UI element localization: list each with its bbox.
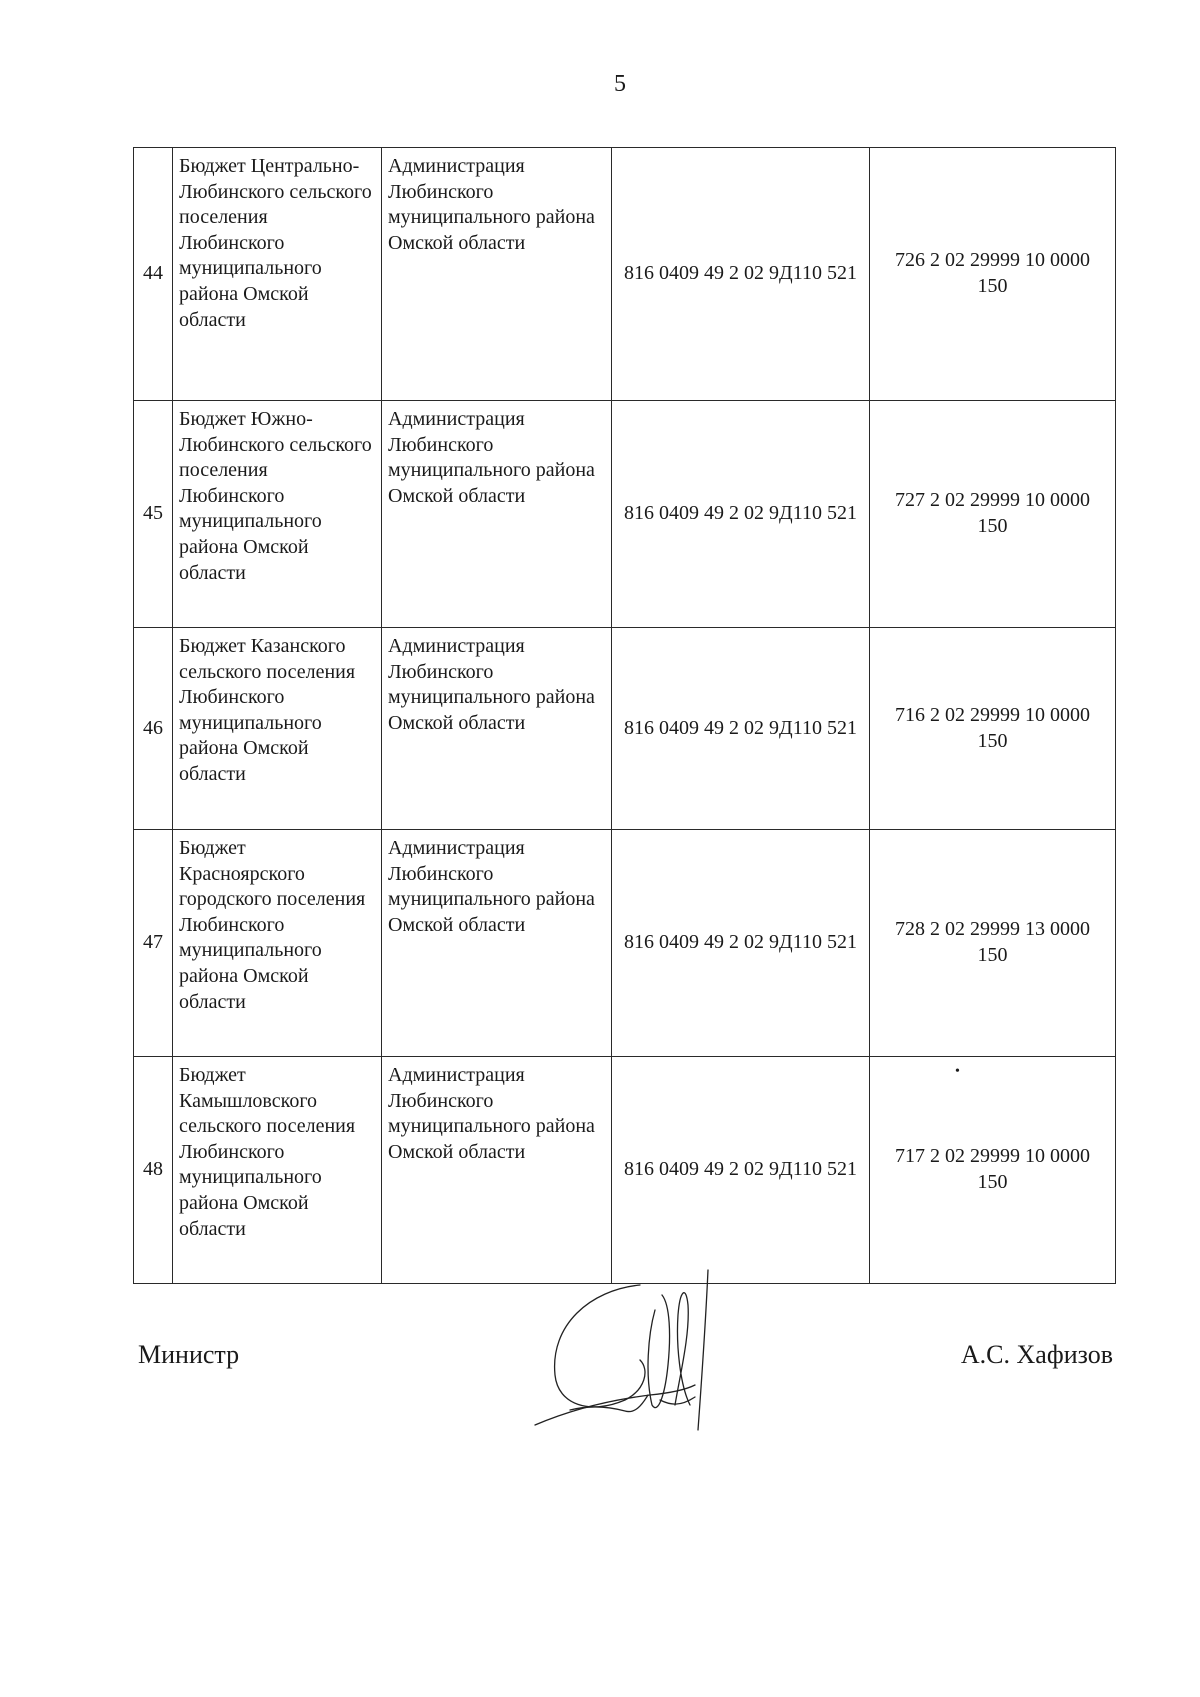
- expense-code: 816 0409 49 2 02 9Д110 521: [612, 830, 870, 1057]
- administrator-name: Администрация Любинского муниципального района Омской области: [382, 1057, 612, 1284]
- row-number: 44: [134, 148, 173, 401]
- table-row: [134, 401, 1116, 628]
- budget-name: Бюджет Красноярского городского поселения Любинского муниципального района Омской области: [173, 830, 382, 1057]
- page-number: 5: [614, 71, 626, 97]
- table-row: [134, 628, 1116, 830]
- budget-name: Бюджет Казанского сельского поселения Любинского муниципального района Омской области: [173, 628, 382, 830]
- income-code: 726 2 02 29999 10 0000 150: [870, 148, 1116, 401]
- table-row: [134, 1057, 1116, 1284]
- row-number: 45: [134, 401, 173, 628]
- expense-code: 816 0409 49 2 02 9Д110 521: [612, 628, 870, 830]
- budget-name: Бюджет Южно-Любинского сельского поселения Любинского муниципального района Омской области: [173, 401, 382, 628]
- budget-name: Бюджет Центрально-Любинского сельского поселения Любинского муниципального района Омской области: [173, 148, 382, 401]
- administrator-name: Администрация Любинского муниципального района Омской области: [382, 148, 612, 401]
- income-code: 716 2 02 29999 10 0000 150: [870, 628, 1116, 830]
- stray-mark: •: [955, 1064, 960, 1079]
- row-number: 46: [134, 628, 173, 830]
- administrator-name: Администрация Любинского муниципального района Омской области: [382, 401, 612, 628]
- row-number: 47: [134, 830, 173, 1057]
- table-row: [134, 830, 1116, 1057]
- budget-table: [133, 147, 1116, 1284]
- administrator-name: Администрация Любинского муниципального района Омской области: [382, 830, 612, 1057]
- handwritten-signature: [530, 1265, 750, 1435]
- signatory-name: А.С. Хафизов: [960, 1340, 1113, 1369]
- expense-code: 816 0409 49 2 02 9Д110 521: [612, 401, 870, 628]
- income-code: 727 2 02 29999 10 0000 150: [870, 401, 1116, 628]
- income-code: 728 2 02 29999 13 0000 150: [870, 830, 1116, 1057]
- table-row: [134, 148, 1116, 401]
- expense-code: 816 0409 49 2 02 9Д110 521: [612, 1057, 870, 1284]
- signatory-title: Министр: [138, 1340, 240, 1369]
- row-number: 48: [134, 1057, 173, 1284]
- expense-code: 816 0409 49 2 02 9Д110 521: [612, 148, 870, 401]
- income-code: 717 2 02 29999 10 0000 150: [870, 1057, 1116, 1284]
- administrator-name: Администрация Любинского муниципального района Омской области: [382, 628, 612, 830]
- budget-name: Бюджет Камышловского сельского поселения Любинского муниципального района Омской области: [173, 1057, 382, 1284]
